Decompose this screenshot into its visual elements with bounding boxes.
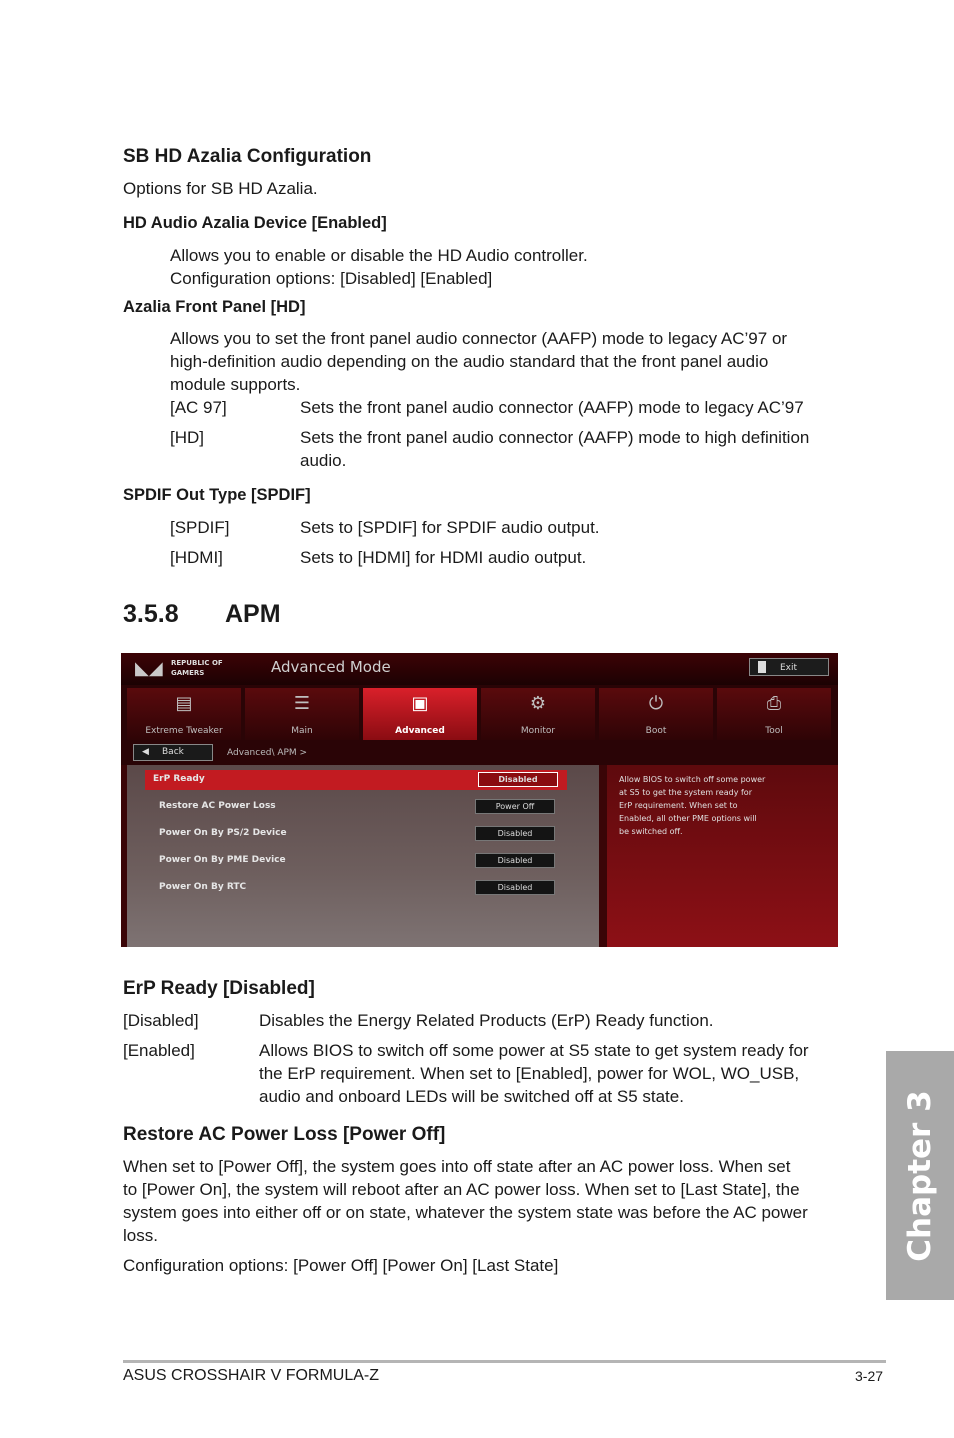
footer-divider [123, 1360, 886, 1363]
section-title-apm: APM [225, 600, 281, 628]
breadcrumb: Advanced\ APM > [227, 748, 308, 758]
advanced-icon: ▣ [411, 693, 429, 714]
brand-text: REPUBLIC OF GAMERS [171, 659, 223, 677]
bios-item-value[interactable]: Disabled [478, 772, 558, 787]
tab-boot[interactable]: ⏻ Boot [599, 688, 713, 740]
help-line: Allow BIOS to switch off some power [619, 775, 766, 784]
section-intro: Options for SB HD Azalia. [123, 179, 318, 198]
bios-top-bar [121, 653, 838, 685]
footer-product: ASUS CROSSHAIR V FORMULA-Z [123, 1367, 380, 1384]
help-line: at S5 to get the system ready for [619, 788, 752, 797]
list-icon: ☰ [293, 693, 311, 714]
option-key: [HD] [170, 428, 204, 447]
bios-screenshot [121, 653, 838, 947]
bios-item-pme[interactable]: Power On By PME Device Disabled [151, 851, 591, 871]
bios-item-value[interactable]: Power Off [475, 799, 555, 814]
bios-item-value[interactable]: Disabled [475, 880, 555, 895]
tab-tool[interactable]: ⎙ Tool [717, 688, 831, 740]
config-options: Configuration options: [Power Off] [Power On] [Last State] [123, 1256, 559, 1275]
tweaker-icon: ▤ [175, 693, 193, 714]
bios-tab-bar [121, 685, 838, 741]
help-line: ErP requirement. When set to [619, 801, 738, 810]
option-desc: Disables the Energy Related Products (ErP) Ready function. [259, 1011, 714, 1030]
option-desc: Allows BIOS to switch off some power at S5 state to get system ready for [259, 1041, 809, 1060]
chapter-tab [886, 1051, 954, 1300]
bios-nav-row [121, 741, 838, 765]
item-heading-erp-ready: ErP Ready [Disabled] [123, 978, 315, 999]
help-line: be switched off. [619, 827, 683, 836]
tab-advanced[interactable]: ▣ Advanced [363, 688, 477, 740]
option-key: [SPDIF] [170, 518, 230, 537]
option-desc: Sets the front panel audio connector (AAFP) mode to legacy AC’97 [300, 398, 804, 417]
item-heading-front-panel: Azalia Front Panel [HD] [123, 298, 306, 316]
item-desc-line: Allows you to set the front panel audio connector (AAFP) mode to legacy AC’97 or [170, 329, 788, 348]
item-desc-line: module supports. [170, 375, 301, 394]
paragraph-line: loss. [123, 1226, 158, 1245]
option-key: [Disabled] [123, 1011, 199, 1030]
option-key: [Enabled] [123, 1041, 195, 1060]
paragraph-line: When set to [Power Off], the system goes into off state after an AC power loss. When set [123, 1157, 791, 1176]
tab-main[interactable]: ☰ Main [245, 688, 359, 740]
bios-settings-panel [127, 765, 599, 947]
back-button[interactable]: ◀ Back [133, 744, 213, 761]
mode-title: Advanced Mode [271, 658, 391, 676]
tool-icon: ⎙ [766, 693, 782, 714]
section-heading-sb-hd-azalia: SB HD Azalia Configuration [123, 146, 372, 167]
bios-help-panel [607, 765, 838, 947]
bios-item-restore-ac[interactable]: Restore AC Power Loss Power Off [151, 797, 591, 817]
rog-logo-icon: ◣◢ [135, 658, 163, 679]
tab-extreme-tweaker[interactable]: ▤ Extreme Tweaker [127, 688, 241, 740]
exit-button[interactable]: Exit [749, 658, 829, 676]
footer-page-number: 3-27 [855, 1368, 884, 1384]
bios-item-ps2[interactable]: Power On By PS/2 Device Disabled [151, 824, 591, 844]
monitor-icon: ⚙ [529, 693, 547, 714]
item-heading-restore-ac: Restore AC Power Loss [Power Off] [123, 1124, 446, 1145]
option-desc: Sets the front panel audio connector (AAFP) mode to high definition [300, 428, 810, 447]
item-desc-line: high-definition audio depending on the audio standard that the front panel audio [170, 352, 769, 371]
item-heading-hd-audio: HD Audio Azalia Device [Enabled] [123, 214, 387, 232]
section-number: 3.5.8 [123, 600, 179, 628]
bios-item-value[interactable]: Disabled [475, 826, 555, 841]
paragraph-line: to [Power On], the system will reboot after an AC power loss. When set to [Last State], the [123, 1180, 800, 1199]
item-desc: Allows you to enable or disable the HD Audio controller. [170, 246, 588, 265]
option-key: [AC 97] [170, 398, 227, 417]
option-key: [HDMI] [170, 548, 223, 567]
tab-monitor[interactable]: ⚙ Monitor [481, 688, 595, 740]
option-desc: audio. [300, 451, 347, 470]
option-desc: the ErP requirement. When set to [Enabled], power for WOL, WO_USB, [259, 1064, 800, 1083]
paragraph-line: system goes into either off or on state, whatever the system state was before the AC power [123, 1203, 808, 1222]
bios-item-value[interactable]: Disabled [475, 853, 555, 868]
item-heading-spdif: SPDIF Out Type [SPDIF] [123, 486, 311, 504]
bios-item-erp-ready[interactable]: ErP Ready Disabled [145, 770, 567, 790]
help-line: Enabled, all other PME options will [619, 814, 757, 823]
back-arrow-icon: ◀ [142, 747, 149, 757]
power-icon: ⏻ [648, 693, 664, 714]
exit-icon [758, 661, 766, 673]
item-config-options: Configuration options: [Disabled] [Enabled] [170, 269, 493, 288]
option-desc: Sets to [SPDIF] for SPDIF audio output. [300, 518, 600, 537]
bios-item-rtc[interactable]: Power On By RTC Disabled [151, 878, 591, 898]
chapter-label: Chapter 3 [902, 1089, 938, 1262]
option-desc: audio and onboard LEDs will be switched off at S5 state. [259, 1087, 684, 1106]
option-desc: Sets to [HDMI] for HDMI audio output. [300, 548, 587, 567]
